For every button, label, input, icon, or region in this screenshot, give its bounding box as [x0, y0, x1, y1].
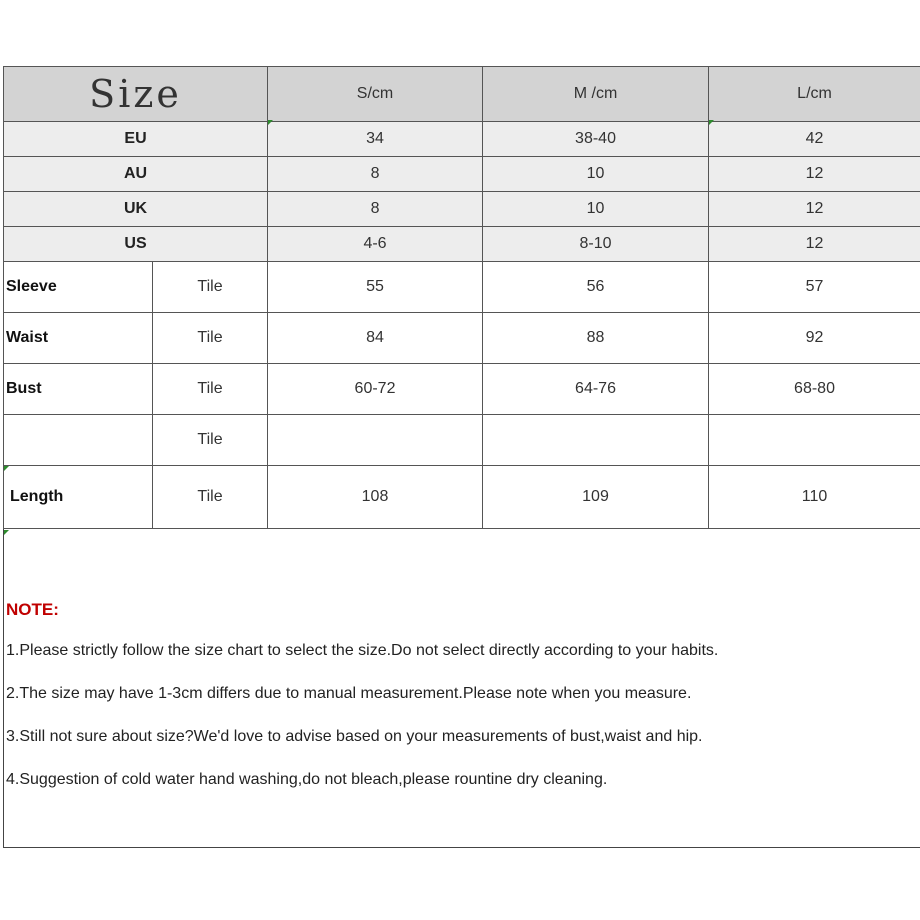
measurement-value: 88 [483, 313, 709, 364]
size-value: 12 [709, 157, 920, 192]
measurement-method: Tile [153, 415, 268, 466]
conversion-row-au [4, 157, 920, 192]
region-label: UK [4, 192, 268, 227]
column-header-s: S/cm [268, 67, 483, 122]
measurement-row-blank [4, 415, 920, 466]
measurement-name: Bust [4, 364, 153, 415]
measurement-name: Sleeve [4, 262, 153, 313]
measurement-value [268, 415, 483, 466]
measurement-value: 55 [268, 262, 483, 313]
measurement-method: Tile [153, 364, 268, 415]
note-title: NOTE: [6, 600, 59, 619]
column-header-m: M /cm [483, 67, 709, 122]
measurement-row-sleeve [4, 262, 920, 313]
measurement-method: Tile [153, 262, 268, 313]
column-header-l: L/cm [709, 67, 920, 122]
size-value: 8 [268, 157, 483, 192]
size-value: 12 [709, 227, 920, 262]
note-line: 1.Please strictly follow the size chart to select the size.Do not select directly according to your habits. [6, 642, 719, 659]
measurement-value: 57 [709, 262, 920, 313]
size-value: 8-10 [483, 227, 709, 262]
measurement-method: Tile [153, 466, 268, 529]
size-value: 34 [268, 122, 483, 157]
measurement-name [4, 415, 153, 466]
size-value: 8 [268, 192, 483, 227]
measurement-value [483, 415, 709, 466]
size-value: 42 [709, 122, 920, 157]
measurement-name: Waist [4, 313, 153, 364]
cell-corner-tick [4, 466, 9, 471]
measurement-value: 68-80 [709, 364, 920, 415]
measurement-value: 108 [268, 466, 483, 529]
measurement-value: 84 [268, 313, 483, 364]
region-label: US [4, 227, 268, 262]
cell-corner-tick [4, 530, 9, 535]
measurement-row-bust [4, 364, 920, 415]
measurement-value: 110 [709, 466, 920, 529]
measurement-value: 92 [709, 313, 920, 364]
measurement-row-waist [4, 313, 920, 364]
region-label: AU [4, 157, 268, 192]
conversion-row-eu [4, 122, 920, 157]
cell-corner-tick [709, 120, 714, 125]
conversion-row-uk [4, 192, 920, 227]
size-value: 38-40 [483, 122, 709, 157]
size-value: 10 [483, 192, 709, 227]
measurement-name: Length [4, 466, 153, 529]
note-line: 2.The size may have 1-3cm differs due to manual measurement.Please note when you measure. [6, 685, 692, 702]
size-value: 4-6 [268, 227, 483, 262]
conversion-row-us [4, 227, 920, 262]
measurement-value: 60-72 [268, 364, 483, 415]
measurement-value: 56 [483, 262, 709, 313]
notes-section [6, 600, 906, 814]
measurement-value: 109 [483, 466, 709, 529]
size-value: 10 [483, 157, 709, 192]
size-chart-table [3, 66, 920, 529]
size-title: Size [4, 67, 268, 122]
cell-corner-tick [268, 120, 273, 125]
measurement-method: Tile [153, 313, 268, 364]
note-line: 4.Suggestion of cold water hand washing,do not bleach,please rountine dry cleaning. [6, 771, 608, 788]
note-line: 3.Still not sure about size?We'd love to advise based on your measurements of bust,waist and hip. [6, 728, 703, 745]
region-label: EU [4, 122, 268, 157]
table-header-row [4, 67, 920, 122]
measurement-value: 64-76 [483, 364, 709, 415]
measurement-value [709, 415, 920, 466]
measurement-row-length [4, 466, 920, 529]
size-value: 12 [709, 192, 920, 227]
